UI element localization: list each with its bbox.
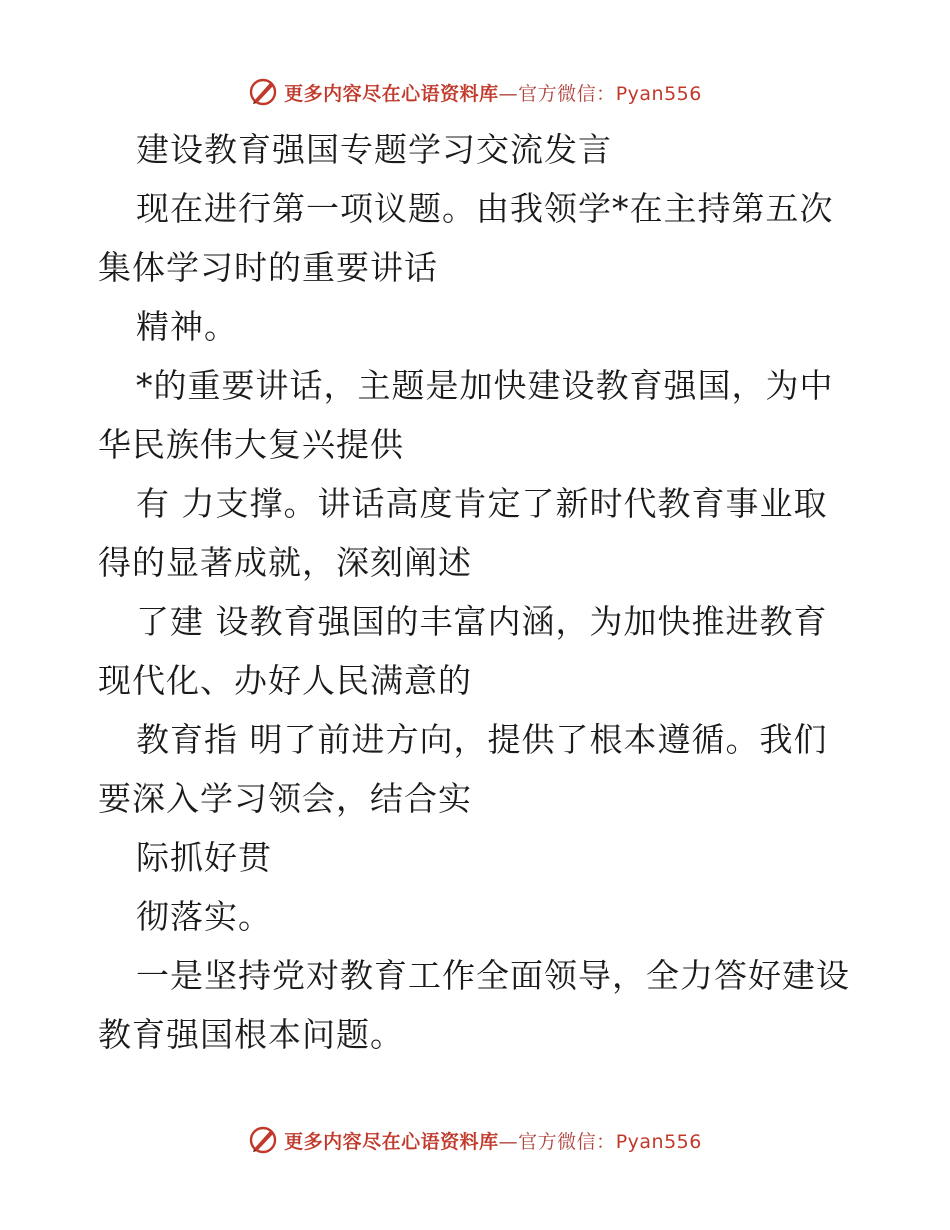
- header-watermark: [0, 72, 950, 112]
- paragraph-line: 一是坚持党对教育工作全面领导，全力答好建设: [136, 956, 850, 995]
- paragraph-line: 集体学习时的重要讲话: [98, 248, 438, 287]
- paragraph-line: 现代化、办好人民满意的: [98, 661, 472, 700]
- paragraph-line: 了建 设教育强国的丰富内涵，为加快推进教育: [136, 602, 828, 641]
- quill-pen-circle-icon: [248, 77, 278, 107]
- document-body: [98, 120, 858, 1064]
- watermark-wechat-id: Pyan556: [615, 82, 702, 105]
- paragraph-line: 要深入学习领会，结合实: [98, 779, 472, 818]
- footer-watermark: [0, 1120, 950, 1160]
- paragraph-line: 教育强国根本问题。: [98, 1015, 404, 1054]
- watermark-separator: —官方微信：: [498, 1130, 616, 1153]
- watermark-title: 更多内容尽在心语资料库: [284, 1130, 499, 1153]
- watermark-text: [284, 79, 702, 106]
- paragraph-line: 精神。: [136, 307, 238, 346]
- watermark-separator: —官方微信：: [498, 82, 616, 105]
- paragraph-line: 现在进行第一项议题。由我领学*在主持第五次: [136, 189, 834, 228]
- paragraph-line: 得的显著成就，深刻阐述: [98, 543, 472, 582]
- paragraph-line: *的重要讲话，主题是加快建设教育强国，为中: [136, 366, 834, 405]
- paragraph-line: 教育指 明了前进方向，提供了根本遵循。我们: [136, 720, 828, 759]
- quill-pen-circle-icon: [248, 1125, 278, 1155]
- watermark-title: 更多内容尽在心语资料库: [284, 82, 499, 105]
- document-title: 建设教育强国专题学习交流发言: [136, 130, 612, 169]
- paragraph-line: 彻落实。: [136, 897, 272, 936]
- watermark-wechat-id: Pyan556: [615, 1130, 702, 1153]
- paragraph-line: 有 力支撑。讲话高度肯定了新时代教育事业取: [136, 484, 828, 523]
- paragraph-line: 华民族伟大复兴提供: [98, 425, 404, 464]
- watermark-text: [284, 1127, 702, 1154]
- paragraph-line: 际抓好贯: [136, 838, 272, 877]
